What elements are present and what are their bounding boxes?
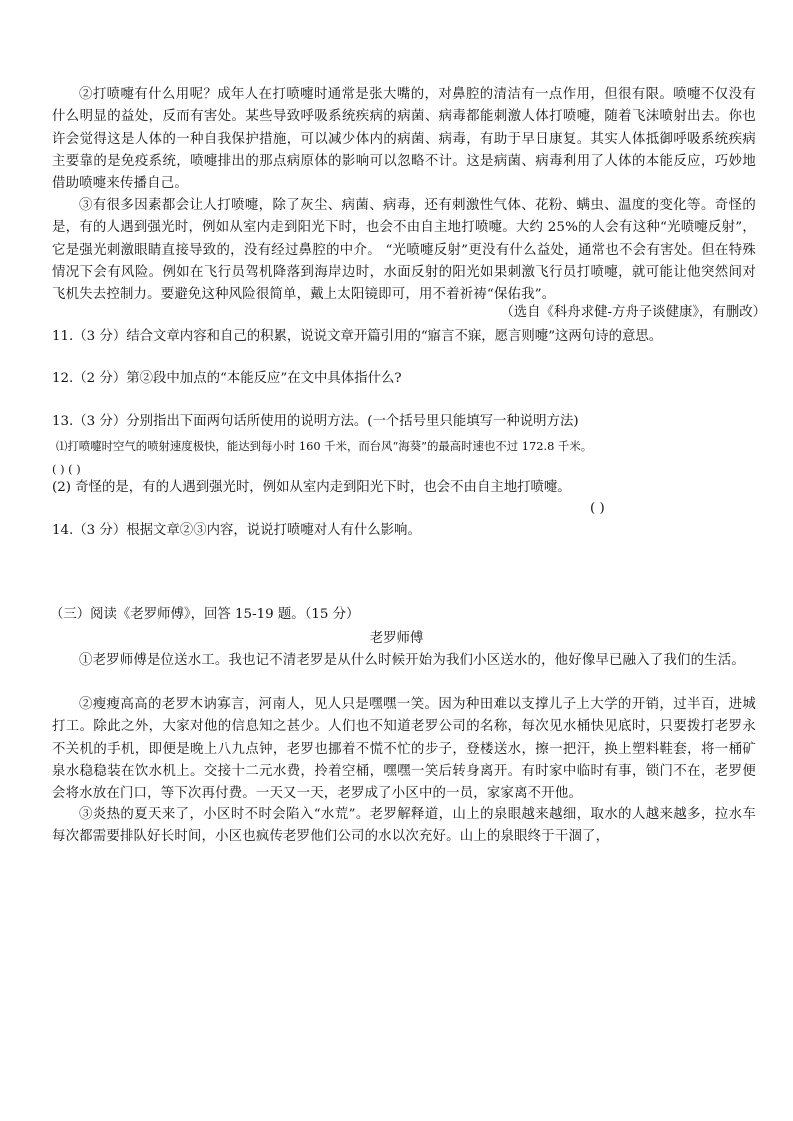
question-13-sentence-2: (2) 奇怪的是，有的人遇到强光时，例如从室内走到阳光下时，也会不由自主地打喷嚏。 <box>52 480 571 495</box>
article-paragraph-3: ③炎热的夏天来了，小区时不时会陷入“水荒”。老罗解释道，山上的泉眼越来越细，取水的人越来越多，拉水车每次都需要排队好长时间，小区也疯传老罗他们公司的水以次充好。山上的泉眼终于干涸了， <box>52 807 756 845</box>
article-paragraph-1: ①老罗师傅是位送水工。我也记不清老罗是从什么时候开始为我们小区送水的，他好像早已融入了我们的生活。 <box>79 653 745 668</box>
question-13-sentence-1: ⑴打喷嚏时空气的喷射速度极快，能达到每小时 160 千米，而台风“海葵”的最高时速也不过 172.8 千米。 <box>56 439 593 453</box>
question-14: 14.（3 分）根据文章②③内容，说说打喷嚏对人有什么影响。 <box>52 523 421 538</box>
paragraph-3: ③有很多因素都会让人打喷嚏，除了灰尘、病菌、病毒，还有刺激性气体、花粉、螨虫、温度的变化等。奇怪的是，有的人遇到强光时，例如从室内走到阳光下时，也会不由自主地打喷嚏。大约 25%的人会有这种“光喷嚏反射”，它是强光刺激眼睛直接导致的，没有经过鼻腔的中介。 “光喷嚏反射”更没有什么益处，通常也不会有害处。但在特殊情况下会有风险。例如在飞行员驾机降落到海岸边时，水面反射的阳光如果刺激飞行员打喷嚏，就可能让他突然间对飞机失去控制力。要避免这种风险很简单，戴上太阳镜即可，用不着祈祷“保佑我”。 <box>52 198 756 303</box>
section-3-heading: （三）阅读《老罗师傅》，回答 15-19 题。（15 分） <box>50 607 360 622</box>
question-11: 11.（3 分）结合文章内容和自己的积累，说说文章开篇引用的“寤言不寐，愿言则嚏”这两句诗的意思。 <box>52 329 663 344</box>
article-title: 老罗师傅 <box>369 631 424 646</box>
question-13: 13.（3 分）分别指出下面两句话所使用的说明方法。(一个括号里只能填写一种说明方法) <box>52 414 579 429</box>
question-12: 12.（2 分）第②段中加点的“本能反应”在文中具体指什么? <box>52 371 402 386</box>
paragraph-2: ②打喷嚏有什么用呢？成年人在打喷嚏时通常是张大嘴的，对鼻腔的清洁有一点作用，但很有限。喷嚏不仅没有什么明显的益处，反而有害处。某些导致呼吸系统疾病的病菌、病毒都能刺激人体打喷嚏，随着飞沫喷射出去。你也许会觉得这是人体的一种自我保护措施，可以减少体内的病菌、病毒，有助于早日康复。其实人体抵御呼吸系统疾病主要靠的是免疫系统，喷嚏排出的那点病原体的影响可以忽略不计。这是病菌、病毒利用了人体的本能反应，巧妙地借助喷嚏来传播自己。 <box>52 87 756 192</box>
question-13-sentence-1-blanks: ( ) ( ) <box>52 462 81 476</box>
article-paragraph-2: ②瘦瘦高高的老罗木讷寡言，河南人，见人只是嘿嘿一笑。因为种田难以支撑儿子上大学的开销，过半百，进城打工。除此之外，大家对他的信息知之甚少。人们也不知道老罗公司的名称，每次见水桶快见底时，只要拨打老罗永不关机的手机，即便是晚上八九点钟，老罗也挪着不慌不忙的步子，登楼送水，擦一把汗，换上塑料鞋套，将一桶矿泉水稳稳装在饮水机上。交接十二元水费，拎着空桶，嘿嘿一笑后转身离开。有时家中临时有事，锁门不在，老罗便会将水放在门口，等下次再付费。一天又一天，老罗成了小区中的一员，家家离不开他。 <box>52 697 756 802</box>
source-citation: （选自《科舟求健-方舟子谈健康》，有删改） <box>500 305 766 320</box>
question-13-sentence-2-blank: ( ) <box>590 501 605 516</box>
